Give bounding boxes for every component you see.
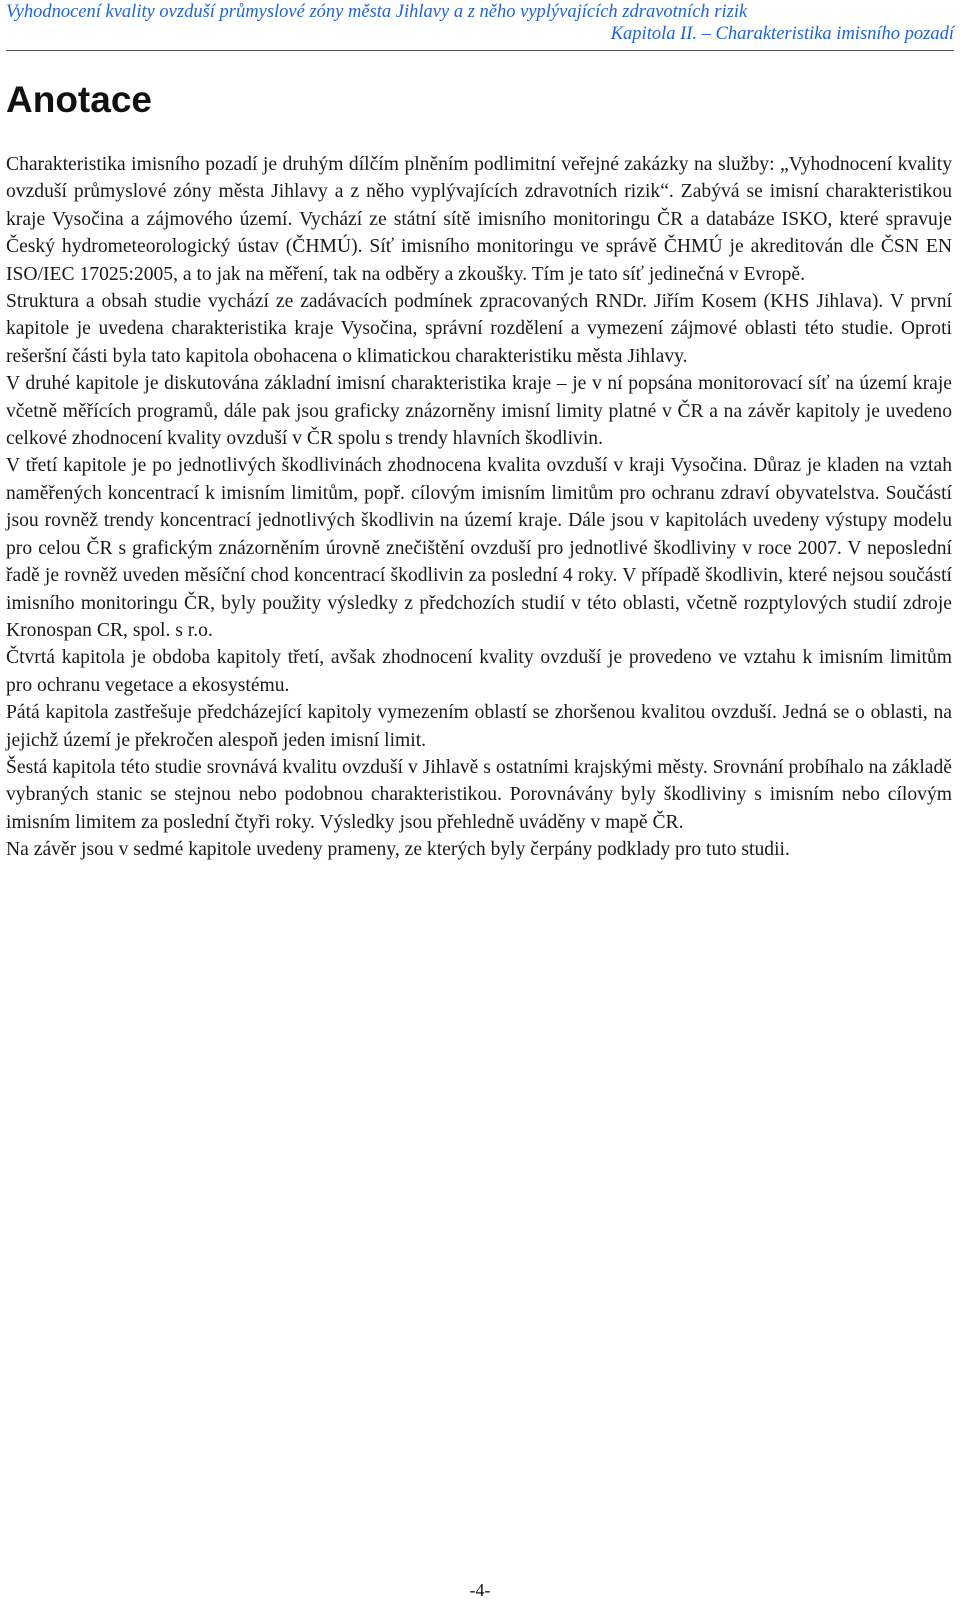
- paragraph: V druhé kapitole je diskutována základní imisní charakteristika kraje – je v ní popsána monitorovací síť na území kraje včetně měřících programů, dále pak jsou graficky znázorněny imisní limity platné v ČR a na závěr kapitoly je uvedeno celkové zhodnocení kvality ovzduší v ČR spolu s trendy hlavních škodlivin.: [6, 373, 952, 450]
- paragraph: Pátá kapitola zastřešuje předcházející kapitoly vymezením oblastí se zhoršenou kvalitou ovzduší. Jedná se o oblasti, na jejichž území je překročen alespoň jeden imisní limit.: [6, 702, 952, 751]
- paragraph: V třetí kapitole je po jednotlivých škodlivinách zhodnocena kvalita ovzduší v kraji Vysočina. Důraz je kladen na vztah naměřených koncentrací k imisním limitům, popř. cílovým imisním limitům pro ochranu zdraví obyvatelstva. Součástí jsou rovněž trendy koncentrací jednotlivých škodlivin na území kraje. Dále jsou v kapitolách uvedeny výstupy modelu pro celou ČR s grafickým znázorněním úrovně znečištění ovzduší pro jednotlivé škodliviny v roce 2007. V neposlední řadě je rovněž uveden měsíční chod koncentrací škodlivin za poslední 4 roky. V případě škodlivin, které nejsou součástí imisního monitoringu ČR, byly použity výsledky z předchozích studií v této oblasti, včetně rozptylových studií zdroje Kronospan CR, spol. s r.o.: [6, 455, 952, 641]
- page-header: [6, 0, 954, 51]
- paragraph: Charakteristika imisního pozadí je druhým dílčím plněním podlimitní veřejné zakázky na služby: „Vyhodnocení kvality ovzduší průmyslové zóny města Jihlavy a z něho vyplývajících zdravotních rizik“. Zabývá se imisní charakteristikou kraje Vysočina a zájmového území. Vychází ze státní sítě imisního monitoringu ČR a databáze ISKO, které spravuje Český hydrometeorologický ústav (ČHMÚ). Síť imisního monitoringu ve správě ČHMÚ je akreditován dle ČSN EN ISO/IEC 17025:2005, a to jak na měření, tak na odběry a zkoušky. Tím je tato síť jedinečná v Evropě.: [6, 154, 952, 285]
- chapter-title: Kapitola II. – Charakteristika imisního pozadí: [610, 24, 954, 44]
- paragraph: Na závěr jsou v sedmé kapitole uvedeny prameny, ze kterých byly čerpány podklady pro tuto studii.: [6, 839, 790, 861]
- page-number: -4-: [469, 1580, 491, 1600]
- annotation-body: [6, 151, 952, 864]
- section-heading: Anotace: [6, 79, 152, 120]
- paragraph: Struktura a obsah studie vychází ze zadávacích podmínek zpracovaných RNDr. Jiřím Kosem (KHS Jihlava). V první kapitole je uvedena charakteristika kraje Vysočina, správní rozdělení a vymezení zájmové oblasti této studie. Oproti rešeršní části byla tato kapitola obohacena o klimatickou charakteristiku města Jihlavy.: [6, 291, 952, 367]
- paragraph: Šestá kapitola této studie srovnává kvalitu ovzduší v Jihlavě s ostatními krajskými městy. Srovnání probíhalo na základě vybraných stanic se stejnou nebo podobnou charakteristikou. Porovnávány byly škodliviny s imisním nebo cílovým imisním limitem za poslední čtyři roky. Výsledky jsou přehledně uváděny v mapě ČR.: [6, 756, 952, 833]
- document-title: Vyhodnocení kvality ovzduší průmyslové zóny města Jihlavy a z něho vyplývajících zdravotních rizik: [6, 2, 748, 22]
- paragraph: Čtvrtá kapitola je obdoba kapitoly třetí, avšak zhodnocení kvality ovzduší je provedeno ve vztahu k imisním limitům pro ochranu vegetace a ekosystému.: [6, 647, 952, 696]
